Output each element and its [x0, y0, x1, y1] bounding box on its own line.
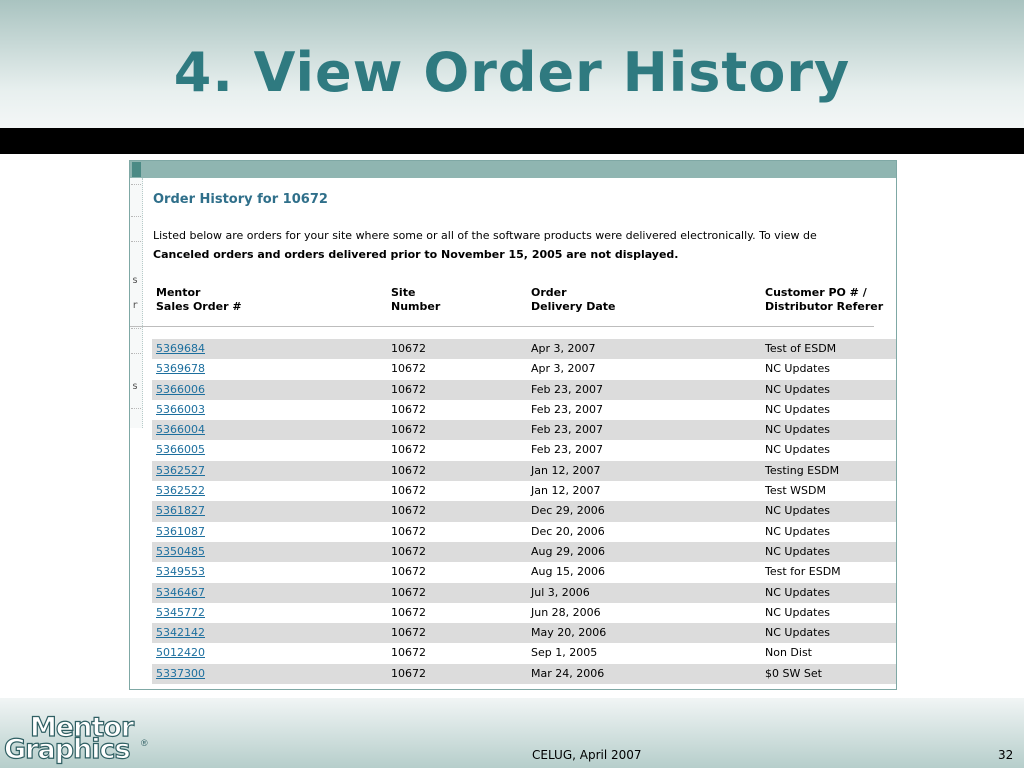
- sales-order-link[interactable]: 5362527: [156, 463, 205, 477]
- sales-order-link[interactable]: 5361087: [156, 524, 205, 538]
- table-row: [152, 542, 896, 562]
- table-row: [152, 623, 896, 643]
- customer-po-cell: Test for ESDM: [765, 565, 841, 579]
- order-table-body: [152, 339, 896, 684]
- order-history-notice: Canceled orders and orders delivered prior to November 15, 2005 are not displayed.: [153, 248, 679, 261]
- customer-po-cell: Testing ESDM: [765, 463, 840, 477]
- order-history-description: Listed below are orders for your site where some or all of the software products were delivered electronically. To view de: [153, 229, 817, 242]
- delivery-date-cell: Jan 12, 2007: [531, 463, 601, 477]
- sales-order-link[interactable]: 5342142: [156, 626, 205, 640]
- order-history-screenshot: [129, 160, 897, 690]
- customer-po-cell: NC Updates: [765, 524, 830, 538]
- table-row: [152, 501, 896, 521]
- delivery-date-cell: Feb 23, 2007: [531, 423, 603, 437]
- delivery-date-cell: Feb 23, 2007: [531, 382, 603, 396]
- delivery-date-cell: Aug 15, 2006: [531, 565, 605, 579]
- col-header-site-number: Site Number: [391, 286, 441, 313]
- order-history-heading: Order History for 10672: [153, 192, 328, 207]
- sales-order-link[interactable]: 5369684: [156, 342, 205, 355]
- delivery-date-cell: Apr 3, 2007: [531, 362, 596, 376]
- delivery-date-cell: May 20, 2006: [531, 626, 607, 640]
- table-row: [152, 339, 896, 359]
- screenshot-top-bar: [130, 161, 896, 178]
- sales-order-link[interactable]: 5012420: [156, 646, 205, 660]
- sales-order-link[interactable]: 5350485: [156, 544, 205, 558]
- delivery-date-cell: Dec 29, 2006: [531, 504, 605, 518]
- customer-po-cell: NC Updates: [765, 402, 830, 416]
- left-nav-strip: [130, 178, 143, 428]
- customer-po-cell: Test of ESDM: [765, 342, 837, 355]
- customer-po-cell: Non Dist: [765, 646, 812, 660]
- nav-divider: [131, 353, 141, 354]
- customer-po-cell: NC Updates: [765, 382, 830, 396]
- nav-char: s: [132, 381, 139, 392]
- table-row: [152, 380, 896, 400]
- table-row: [152, 603, 896, 623]
- delivery-date-cell: Feb 23, 2007: [531, 402, 603, 416]
- nav-char: s: [132, 275, 139, 286]
- table-header: [152, 286, 896, 326]
- sales-order-link[interactable]: 5366005: [156, 443, 205, 457]
- sales-order-link[interactable]: 5345772: [156, 605, 205, 619]
- delivery-date-cell: Jun 28, 2006: [531, 605, 601, 619]
- nav-divider: [131, 241, 141, 242]
- table-row: [152, 583, 896, 603]
- site-number-cell: 10672: [391, 484, 426, 498]
- sales-order-link[interactable]: 5369678: [156, 362, 205, 376]
- customer-po-cell: NC Updates: [765, 605, 830, 619]
- customer-po-cell: NC Updates: [765, 626, 830, 640]
- sales-order-link[interactable]: 5366006: [156, 382, 205, 396]
- delivery-date-cell: Sep 1, 2005: [531, 646, 598, 660]
- nav-divider: [131, 216, 141, 217]
- delivery-date-cell: Apr 3, 2007: [531, 342, 596, 355]
- customer-po-cell: NC Updates: [765, 504, 830, 518]
- sales-order-link[interactable]: 5346467: [156, 585, 205, 599]
- logo-line-1: Mentor: [30, 712, 134, 743]
- customer-po-cell: NC Updates: [765, 544, 830, 558]
- nav-char: r: [132, 300, 139, 311]
- site-number-cell: 10672: [391, 585, 426, 599]
- site-number-cell: 10672: [391, 605, 426, 619]
- table-row: [152, 664, 896, 684]
- mentor-graphics-logo: [4, 712, 154, 768]
- screenshot-top-bar-block: [132, 162, 141, 177]
- table-row: [152, 522, 896, 542]
- col-header-customer-po: Customer PO # / Distributor Referer: [765, 286, 884, 313]
- col-header-delivery-date: Order Delivery Date: [531, 286, 616, 313]
- customer-po-cell: NC Updates: [765, 362, 830, 376]
- site-number-cell: 10672: [391, 443, 426, 457]
- delivery-date-cell: Jan 12, 2007: [531, 484, 601, 498]
- table-row: [152, 400, 896, 420]
- delivery-date-cell: Mar 24, 2006: [531, 666, 605, 680]
- site-number-cell: 10672: [391, 544, 426, 558]
- delivery-date-cell: Feb 23, 2007: [531, 443, 603, 457]
- sales-order-link[interactable]: 5361827: [156, 504, 205, 518]
- site-number-cell: 10672: [391, 504, 426, 518]
- site-number-cell: 10672: [391, 362, 426, 376]
- header-rule: [130, 326, 874, 327]
- site-number-cell: 10672: [391, 646, 426, 660]
- table-row: [152, 440, 896, 460]
- nav-divider: [131, 328, 141, 329]
- customer-po-cell: $0 SW Set: [765, 666, 822, 680]
- table-row: [152, 461, 896, 481]
- site-number-cell: 10672: [391, 524, 426, 538]
- customer-po-cell: NC Updates: [765, 585, 830, 599]
- site-number-cell: 10672: [391, 626, 426, 640]
- sales-order-link[interactable]: 5349553: [156, 565, 205, 579]
- title-band: [0, 0, 1024, 128]
- sales-order-link[interactable]: 5366004: [156, 423, 205, 437]
- table-row: [152, 562, 896, 582]
- site-number-cell: 10672: [391, 382, 426, 396]
- delivery-date-cell: Aug 29, 2006: [531, 544, 605, 558]
- site-number-cell: 10672: [391, 666, 426, 680]
- footer-event-text: CELUG, April 2007: [532, 748, 642, 762]
- logo-line-2: Graphics: [4, 734, 130, 765]
- customer-po-cell: NC Updates: [765, 443, 830, 457]
- delivery-date-cell: Dec 20, 2006: [531, 524, 605, 538]
- table-row: [152, 420, 896, 440]
- nav-divider: [131, 408, 141, 409]
- customer-po-cell: Test WSDM: [765, 484, 826, 498]
- logo-registered-mark: ®: [141, 738, 148, 748]
- col-header-sales-order: Mentor Sales Order #: [156, 286, 242, 313]
- sales-order-link[interactable]: 5337300: [156, 666, 205, 680]
- site-number-cell: 10672: [391, 342, 426, 355]
- table-row: [152, 359, 896, 379]
- slide-footer: [0, 698, 1024, 768]
- table-row: [152, 481, 896, 501]
- slide-page-number: 32: [998, 748, 1014, 762]
- divider-bar: [0, 128, 1024, 154]
- site-number-cell: 10672: [391, 423, 426, 437]
- delivery-date-cell: Jul 3, 2006: [531, 585, 590, 599]
- site-number-cell: 10672: [391, 463, 426, 477]
- customer-po-cell: NC Updates: [765, 423, 830, 437]
- site-number-cell: 10672: [391, 565, 426, 579]
- slide-title: 4. View Order History: [173, 41, 851, 104]
- sales-order-link[interactable]: 5362522: [156, 484, 205, 498]
- site-number-cell: 10672: [391, 402, 426, 416]
- sales-order-link[interactable]: 5366003: [156, 402, 205, 416]
- table-row: [152, 643, 896, 663]
- nav-divider: [131, 184, 141, 185]
